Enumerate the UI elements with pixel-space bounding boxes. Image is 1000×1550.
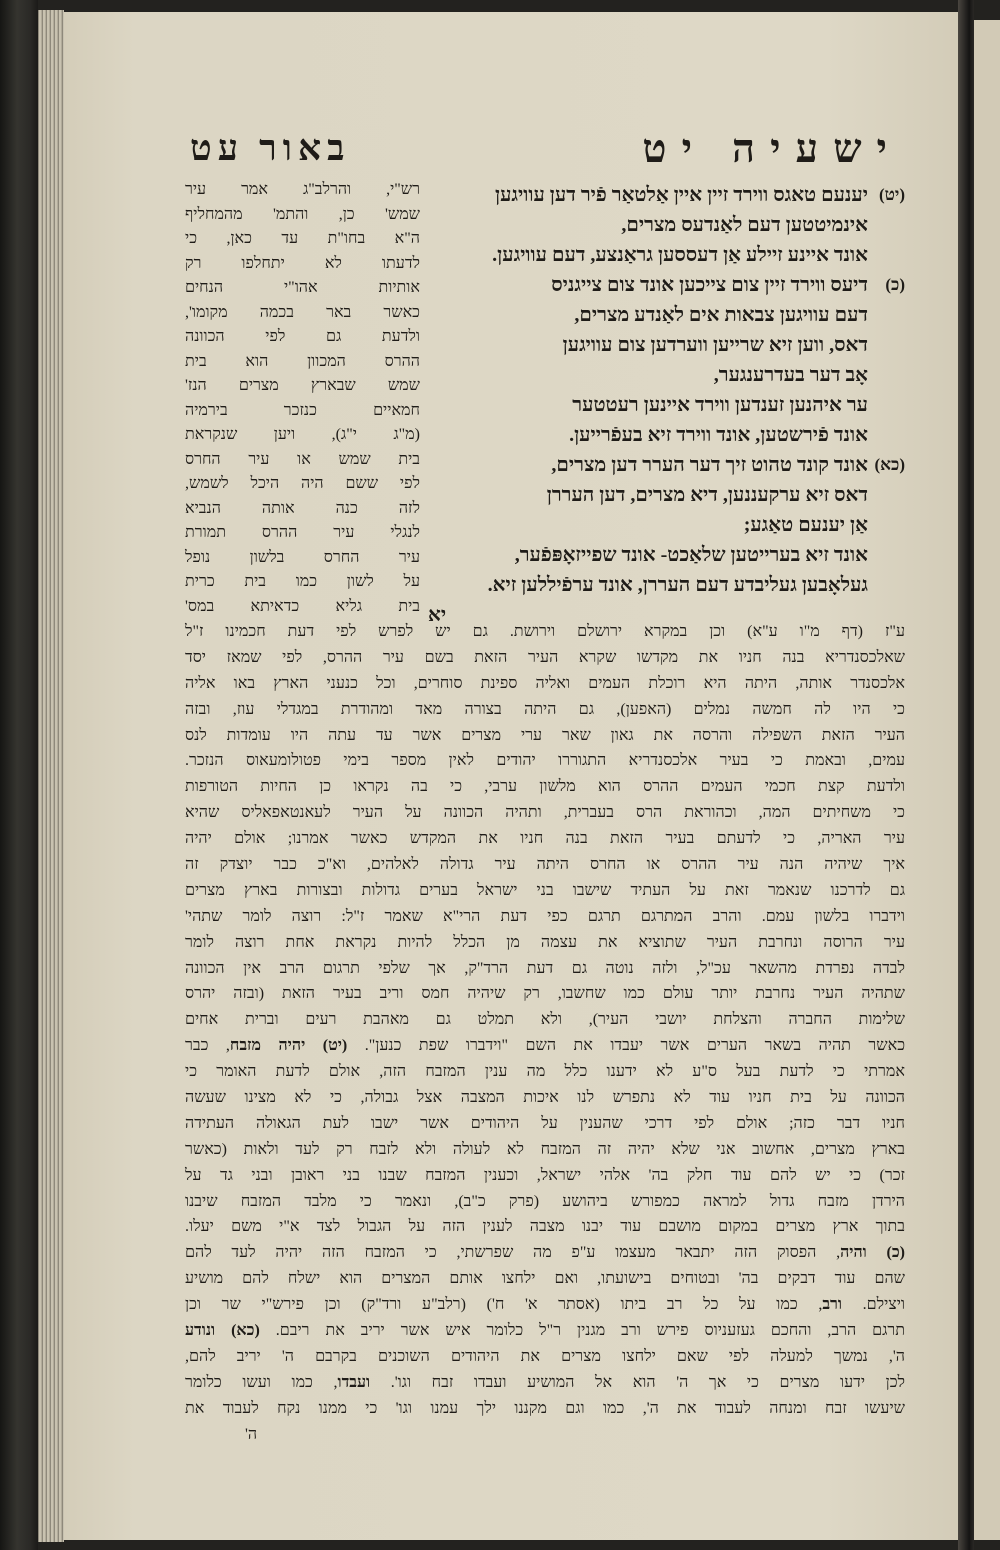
translation-line: [428, 540, 905, 570]
side-commentary-line: רש"י, והרלב"ג אמר עיר: [185, 181, 420, 198]
commentary-body: [185, 619, 905, 1448]
running-header: [190, 124, 902, 172]
commentary-line: ולדעת קצת חכמי העמים ההרס הוא מלשון ערבי, כי בה נקראו כן החיות הטורפות: [185, 778, 905, 796]
side-commentary-line: על לשון כמו בית כרית: [185, 573, 420, 590]
verse-spacer: [868, 240, 905, 270]
catchword: יא: [428, 604, 447, 626]
translation-line: [428, 180, 905, 210]
verse-spacer: [868, 570, 905, 600]
commentary-line: [185, 1318, 905, 1344]
translation-text: אָב דער בעדרענגער,: [713, 364, 868, 386]
verse-spacer: [868, 480, 905, 510]
book-spine: [0, 0, 38, 1550]
commentary-lemma: ורב: [822, 1296, 842, 1314]
translation-line: [428, 570, 905, 600]
commentary-line: בארץ מצרים, אחשוב אני שלא יהיה זה המזבח לא לעולה ולא לזבח רק לעד ולאות (כאשר: [185, 1140, 905, 1158]
commentary-line: ה', נמשך למעלה לפי שאם ילחצו מצרים את היהודים השוכנים בקרבם ה' יריב להם,: [185, 1347, 905, 1365]
commentary-line: לבדה נפרדת מהשאר עכ"ל, ולזה נוטה גם דעת הרד"ק, אך שלפי תרגום הרב אין הכוונה: [185, 959, 905, 977]
side-commentary-line: ההרס המכוון הוא בית: [185, 352, 420, 370]
verse-spacer: [868, 510, 905, 540]
commentary-text: כאשר תהיה בשאר הערים אשר יעבדו את השם "וידברו שפת כנען".: [347, 1037, 906, 1055]
translation-line: [428, 450, 905, 480]
verse-number: (יט): [878, 185, 905, 204]
commentary-text: לכן ידעו מצרים כי אך ה' הוא אל המושיע ועבדו זבח וגו'.: [370, 1373, 905, 1391]
commentary-line: ע"ז (דף מ"ו ע"א) וכן במקרא ירושלם וירושת. גם יש לפרש לפי דעת חכמינו ז"ל: [185, 623, 905, 640]
translation-line: [428, 420, 905, 450]
commentary-line: הירדן מזבח גדול למראה כמפורש ביהושע (פרק כ"ב), ונאמר כי מלבד המזבח שיבנו: [185, 1192, 905, 1210]
commentary-line: שתהיה העיר נחרבת יותר עולם כמו שחשבו, רק שיהיה חמס וריב בעיר הזאת (ובזה יהרס: [185, 985, 905, 1003]
commentary-line: חניו דבר כזה; אולם לפי דרכי שהענין על היהודים אשר ישבו לעת הגאולה העתידה: [185, 1114, 905, 1132]
verse-number: (כ): [885, 275, 905, 294]
commentary-lemma: (יט) יהיה מזבח: [229, 1037, 348, 1055]
translation-text: דאס, ווען זיא שרייען ווערדען צום עוויגען: [562, 334, 868, 356]
commentary-lemma: ועבדו: [337, 1373, 371, 1391]
commentary-line: בתוך ארץ מצרים במקום מושבם עוד יבנו מצבה לענין הזה על הגבול לצד א"י משם יעלו.: [185, 1218, 905, 1236]
translation-text: אונד זיא בערייטען שלאַכט- אונד שפייזאָפּפֿער,: [514, 544, 868, 566]
verse-spacer: [868, 390, 905, 420]
translation-text: דיעס ווירד זיין צום צייכען אונד צום צייגניס: [551, 274, 868, 296]
verse-spacer: [868, 210, 905, 240]
translation-line: [428, 270, 905, 300]
adjacent-page-edge: [974, 20, 1000, 1540]
side-commentary-line: עיר החרס בלשון נופל: [185, 548, 420, 566]
commentary-text: ויצילם.: [842, 1296, 905, 1314]
side-commentary-line: ה"א בחו"ת עד כאן, כי: [185, 230, 420, 247]
commentary-line: גם לדרכנו שנאמר זאת על העתיד שישבו בני ישראל בערים גדולות ובצורות בארץ מצרים: [185, 881, 905, 899]
verse-spacer: [868, 330, 905, 360]
translation-text: אינמיטטען דעם לאַנדעס מצרים,: [621, 214, 868, 236]
commentary-lemma: (כא) ונודע: [185, 1322, 260, 1340]
translation-text: אונד פֿירשטען, אונד ווירד זיא בעפֿרייען.: [569, 424, 868, 446]
page-title-biur: באור עט: [190, 128, 351, 168]
translation-text: דעם עוויגען צבאות אים לאַנדע מצרים,: [574, 304, 868, 326]
side-commentary-line: חמאיים כנזכר בירמיה: [185, 401, 420, 419]
side-commentary-line: לזה כנה אותה הנביא: [185, 499, 420, 517]
book-page: [64, 12, 958, 1540]
commentary-line: עמים, ובאמת כי בעיר אלכסנדריא התגוררו יהודים לאין מספר בימי פטולומעאוס הנזכר.: [185, 752, 905, 770]
commentary-text: , הפסוק הזה יתבאר מעצמו ע"פ מה שפרשתי, כי המזבח הזה יהיה לעד להם: [185, 1244, 841, 1262]
commentary-line: אלכסנדר אותה, היתה היא רוכלת העמים ואליה ספינת סוחרים, וכל כנעני הארץ באו אליה: [185, 674, 905, 692]
side-commentary-line: בית גליא כדאיתא במס': [185, 597, 420, 615]
translation-line: [428, 300, 905, 330]
gutter-shadow: [958, 0, 974, 1550]
commentary-line: כי משחיתים המה, וכהוראת הרס בעברית, ותהיה הכוונה על העיר לעאנטאפאליס שהיא: [185, 804, 905, 822]
side-commentary-line: ולדעת גם לפי הכוונה: [185, 328, 420, 345]
translation-text: אַן יענעם טאַגע;: [743, 514, 868, 536]
commentary-line: איך שיהיה הנה עיר ההרס או החרס היתה עיר גדולה לאלהים, וא"כ כבר יוצדק זה: [185, 856, 905, 874]
verse-spacer: [868, 420, 905, 450]
commentary-line: העיר הזאת השפילה והרסה את גאון שאר ערי מצרים אשר עד עתה היו עומדות לנס: [185, 726, 905, 744]
commentary-line: [185, 1370, 905, 1396]
commentary-text: , כמו ועשו כלומר: [185, 1373, 338, 1391]
commentary-line: שיעשו זבח ומנחה לעבוד את ה', כמו וגם מקננו ילך עמנו וגו' כי ממנו נקח לעבוד את: [185, 1399, 905, 1417]
translation-line: [428, 240, 905, 270]
verse-spacer: [868, 540, 905, 570]
commentary-line: [185, 1292, 905, 1318]
commentary-line: אמרתי כי לדעת בעל ס"ע לא ידענו כלל מה ענין המזבח הזה, אולם לדעת האומר כי: [185, 1063, 905, 1081]
translation-line: [428, 510, 905, 540]
translation-line: [428, 330, 905, 360]
translation-text: געלאָבען געליבדע דעם העררן, אונד ערפֿיללען זיא.: [487, 574, 868, 596]
side-commentary-line: (מ"ג י"ג), ויען שנקראת: [185, 426, 420, 443]
commentary-line: [185, 1033, 905, 1059]
translation-line: [428, 360, 905, 390]
side-commentary-line: כאשר באר בכמה מקומו',: [185, 303, 420, 321]
side-commentary-line: לדעתו לא יתחלפו רק: [185, 254, 420, 272]
translation-text: אונד איינע זיילע אַן דעססען גראַנצע, דעם עוויגען.: [492, 244, 868, 266]
side-commentary-line: אותיות אהו"י הנחים: [185, 279, 420, 296]
commentary-lemma: (כ) והיה: [840, 1244, 906, 1262]
side-commentary-line: בית שמש או עיר החרס: [185, 450, 420, 468]
commentary-line: שאלכסנדריא בנה חניו את מקדשו שקרא העיר הזאת בשם עיר ההרס, לפי שמאז יסד: [185, 648, 905, 666]
side-commentary-line: שמש' כן, והתמ' מהמחליף: [185, 205, 420, 223]
side-commentary-line: לנגלי עיר ההרס תמורת: [185, 524, 420, 541]
verse-spacer: [868, 300, 905, 330]
translation-line: [428, 390, 905, 420]
commentary-line: עיר הרוסה ונחרבת העיר שתוציא את עצמה מן הכלל להיות נקראת אחת רוצה לומר: [185, 933, 905, 951]
side-commentary-line: לפי ששם היה היכל לשמש,: [185, 475, 420, 492]
page-title-isaiah: ישעיה יט: [642, 125, 902, 171]
verse-spacer: [868, 360, 905, 390]
commentary-final-word: ה': [245, 1425, 258, 1443]
verse-number: (כא): [874, 455, 905, 474]
commentary-line: וידברו בלשון עמם. והרב המתרגם תרגם כפי דעת הרי"א שאמר ז"ל: רוצה לומר שתהי': [185, 907, 905, 925]
translation-text: אונד קונד טהוט זיך דער הערר דען מצרים,: [551, 454, 868, 476]
page-edges: [38, 10, 64, 1542]
translation-line: [428, 210, 905, 240]
commentary-line: הכוונה על בית חניו עוד לא נתפרש לנו איכות המצבה אצל גבולה, כי לא מצינו שעשה: [185, 1089, 905, 1107]
side-commentary-line: שמש שבארץ מצרים הנז': [185, 377, 420, 394]
side-commentary: [185, 178, 420, 619]
commentary-line: זכר) כי יש להם עוד חלק בה' אלהי ישראל, וכענין המזבח שבנו בני ראובן ובני גד על: [185, 1166, 905, 1184]
translation-line: [428, 480, 905, 510]
commentary-line: [185, 1240, 905, 1266]
translation-text: דאס זיא ערקעננען, דיא מצרים, דען העררן: [546, 484, 868, 506]
commentary-text: , כמו על כל רב ביתו (אסתר א' ח') (רלב"ע ורד"ק) וכן פירש"י שר וכן: [185, 1296, 823, 1314]
commentary-line: שהם עוד דבקים בה' ובטוחים בישועתו, ואם ילחצו אותם המצרים הוא ישלח להם מושיע: [185, 1270, 905, 1288]
commentary-text: תרגם הרב, והחכם געזעניוס פירש ורב מגנין ר"ל כלומר איש אשר יריב את ריבם.: [259, 1322, 906, 1340]
commentary-line: עיר האריה, כי לדעתם בעיר הזאת בנה חניו את המקדש כאשר אמרנו; אולם יהיה: [185, 830, 905, 848]
commentary-text: , כבר: [185, 1037, 230, 1055]
translation-text: ער איהנען זענדען ווירד איינען רעטטער: [572, 394, 868, 416]
translation-text: יענעם טאגס ווירד זיין איין אַלטאַר פֿיר דען עוויגען: [494, 184, 868, 206]
commentary-line: כי היו לה חמשה נמלים (האפען), גם היתה בצורה מאד ומהודרת במגדלי עוז, ובזה: [185, 700, 905, 718]
commentary-line: שלימות החברה והצלחת יושבי העיר), ולא תמלט גם מאהבת רעים וברית אחים: [185, 1011, 905, 1029]
yiddish-translation: [428, 180, 905, 630]
